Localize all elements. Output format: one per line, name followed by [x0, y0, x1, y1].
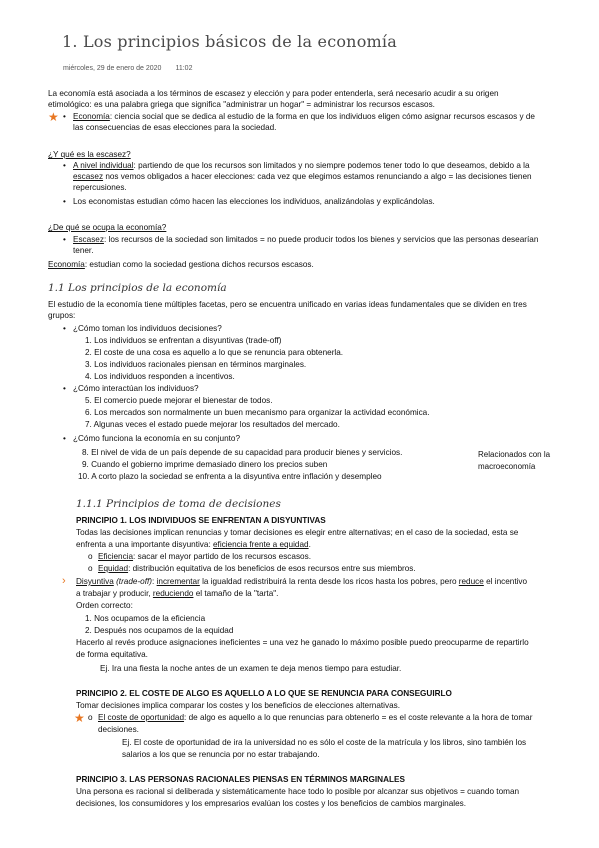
principio-3-line-2: decisiones, los consumidores y los empresarios evalúan los costes y los beneficios de cambios marginales. — [76, 799, 467, 808]
group-3-item: 9. Cuando el gobierno imprime demasiado dinero los precios suben — [82, 460, 328, 469]
principio-1-line-2: enfrenta a una importante disyuntiva: eficiencia frente a equidad. — [76, 540, 311, 549]
group-2-item: 7. Algunas veces el estado puede mejorar los resultados del mercado. — [85, 420, 340, 429]
group-2-item: 5. El comercio puede mejorar el bienestar de todos. — [85, 396, 273, 405]
group-1-item: 2. El coste de una cosa es aquello a lo que se renuncia para obtenerla. — [85, 348, 344, 357]
group-2: • ¿Cómo interactúan los individuos? — [63, 384, 199, 393]
principio-2-title: PRINCIPIO 2. EL COSTE DE ALGO ES AQUELLO A LO QUE SE RENUNCIA PARA CONSEGUIRLO — [76, 689, 452, 698]
group-1-item: 4. Los individuos responden a incentivos. — [85, 372, 235, 381]
reves-line-2: de forma equitativa. — [76, 650, 148, 659]
group-3-item: 8. El nivel de vida de un país depende de su capacidad para producir bienes y servicios. — [82, 448, 403, 457]
star-icon: ★ — [74, 711, 85, 725]
example-2-line-1: Ej. El coste de oportunidad de ira la universidad no es sólo el coste de la matrícula y los libros, sino también los — [122, 738, 527, 747]
orden-correcto: Orden correcto: — [76, 601, 133, 610]
equidad-item: o Equidad: distribución equitativa de los beneficios de esos recursos entre sus miembros. — [88, 564, 416, 573]
example-2-line-2: salarios a los que se renuncia por no estar trabajando. — [122, 750, 320, 759]
intro-line-1: La economía está asociada a los términos de escasez y elección y para poder entenderla, será necesario acudir a su origen — [48, 89, 499, 98]
intro-line-2: etimológico: es una palabra griega que significa "administrar un hogar" = administrar los recursos escasos. — [48, 100, 435, 109]
star-icon: ★ — [48, 110, 59, 124]
chevron-right-icon: › — [62, 575, 66, 587]
section-1-1-heading: 1.1 Los principios de la economía — [48, 282, 227, 294]
escasez-bullet-1-line-3: repercusiones. — [73, 183, 127, 192]
ocupa-bullet-1-line-2: tener. — [73, 246, 94, 255]
group-1: • ¿Cómo toman los individuos decisiones? — [63, 324, 222, 333]
escasez-bullet-1: • A nivel individual: partiendo de que los recursos son limitados y no siempre podemos tener todo lo que deseamos, debido a la — [63, 161, 530, 170]
page-title: 1. Los principios básicos de la economía — [62, 32, 397, 51]
orden-item: 1. Nos ocupamos de la eficiencia — [85, 614, 206, 623]
escasez-question: ¿Y qué es la escasez? — [48, 150, 131, 159]
side-note: Relacionados con la macroeconomía — [478, 450, 551, 471]
page-time: 11:02 — [175, 65, 193, 72]
reves-line-1: Hacerlo al revés produce asignaciones ineficientes = una vez he ganado lo máximo posible puedo preocuparme de repartirlo — [76, 638, 529, 647]
section-1-1-intro-1: El estudio de la economía tiene múltiples facetas, pero se encuentra unificado en varias ideas fundamentales que se dividen en tres — [48, 300, 527, 309]
eficiencia-item: o Eficiencia: sacar el mayor partido de los recursos escasos. — [88, 552, 311, 561]
principio-1-line-1: Todas las decisiones implican renuncias y tomar decisiones es elegir entre alternativas; en el caso de la sociedad, esta se — [76, 528, 519, 537]
economia-definition: • Economía: ciencia social que se dedica al estudio de la forma en que los individuos eligen cómo asignar recursos escasos y de — [63, 112, 535, 121]
section-1-1-intro-2: grupos: — [48, 311, 76, 320]
principio-2-line: Tomar decisiones implica comparar los costes y los beneficios de elecciones alternativas. — [76, 701, 401, 710]
orden-item: 2. Después nos ocupamos de la equidad — [85, 626, 234, 635]
escasez-bullet-1-line-2: escasez nos vemos obligados a hacer elecciones: cada vez que elegimos estamos renunciando a algo = las decisiones tienen — [73, 172, 532, 181]
escasez-bullet-2: • Los economistas estudian cómo hacen las elecciones los individuos, analizándolas y explicándolas. — [63, 197, 435, 206]
disyuntiva-line-1: Disyuntiva (trade-off): incrementar la igualdad redistribuirá la renta desde los ricos hasta los pobres, pero reduce el incentivo — [76, 577, 528, 586]
page-date: miércoles, 29 de enero de 2020 — [63, 65, 162, 72]
economia-definition-line-2: las consecuencias de esas elecciones para la sociedad. — [73, 123, 277, 132]
section-1-1-1-heading: 1.1.1 Principios de toma de decisiones — [76, 498, 281, 510]
group-2-item: 6. Los mercados son normalmente un buen mecanismo para organizar la actividad económica. — [85, 408, 430, 417]
ocupa-question: ¿De qué se ocupa la economía? — [48, 223, 167, 232]
page-meta — [63, 63, 192, 75]
principio-3-line-1: Una persona es racional si deliberada y sistemáticamente hace todo lo posible por alcanzar sus objetivos = cuando toman — [76, 787, 520, 796]
principio-3-title: PRINCIPIO 3. LAS PERSONAS RACIONALES PIENSAS EN TÉRMINOS MARGINALES — [76, 775, 405, 784]
example-1: Ej. Ira una fiesta la noche antes de un examen te deja menos tiempo para estudiar. — [100, 664, 402, 673]
ocupa-bullet-1: • Escasez: los recursos de la sociedad son limitados = no puede producir todos los bienes y servicios que las personas desearían — [63, 235, 539, 244]
economia-estudian: Economía: estudian como la sociedad gestiona dichos recursos escasos. — [48, 260, 314, 269]
group-3: • ¿Cómo funciona la economía en su conjunto? — [63, 434, 241, 443]
coste-oportunidad-line-2: decisiones. — [98, 725, 139, 734]
group-1-item: 3. Los individuos racionales piensan en términos marginales. — [85, 360, 307, 369]
group-3-item: 10. A corto plazo la sociedad se enfrenta a la disyuntiva entre inflación y desempleo — [78, 472, 382, 481]
coste-oportunidad-line-1: o El coste de oportunidad: de algo es aquello a lo que renuncias para obtenerlo = es el coste relevante a la hora de tomar — [88, 713, 533, 722]
economia-term: Economía — [73, 112, 110, 121]
principio-1-title: PRINCIPIO 1. LOS INDIVIDUOS SE ENFRENTAN A DISYUNTIVAS — [76, 516, 326, 525]
group-1-item: 1. Los individuos se enfrentan a disyuntivas (trade-off) — [85, 336, 282, 345]
disyuntiva-line-2: a trabajar y producir, reduciendo el tamaño de la "tarta". — [76, 589, 279, 598]
